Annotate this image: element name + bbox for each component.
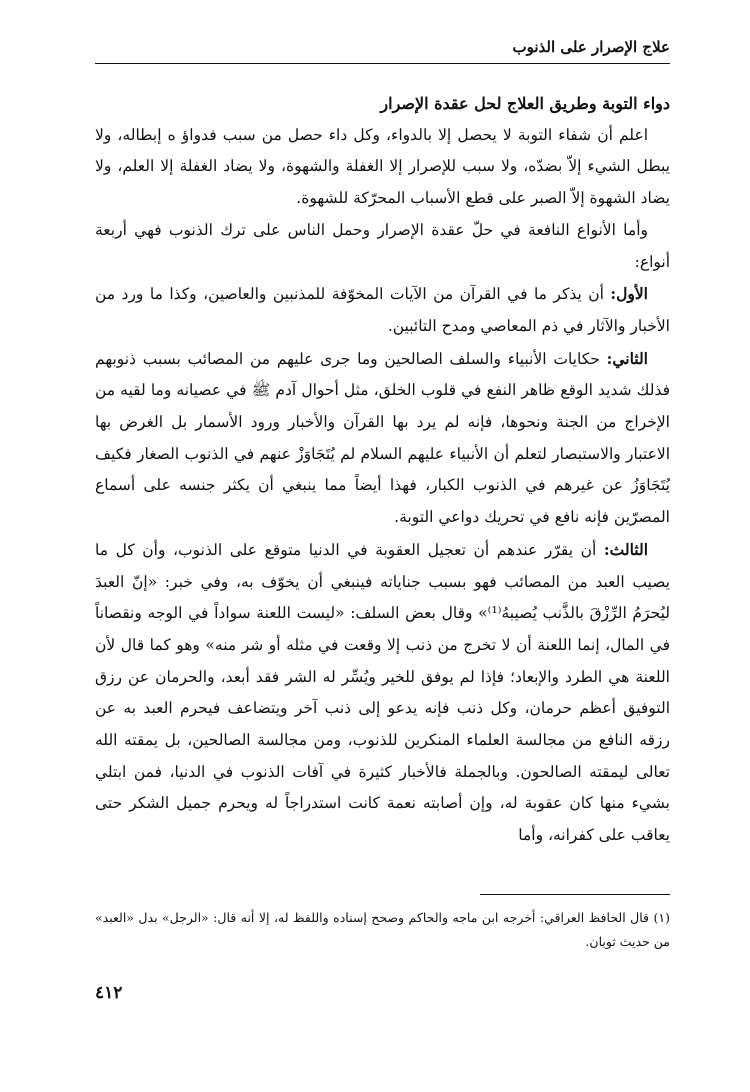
third-label: الثالث: xyxy=(603,539,648,559)
main-text xyxy=(95,88,670,852)
footnote-rule xyxy=(480,894,670,895)
header-rule xyxy=(95,63,670,64)
footnote: (١) قال الحافظ العراقي: أخرجه ابن ماجه والحاكم وصحح إسناده واللفظ له، إلا أنه قال: «الرجل» بدل «العبد» من حديث ثوبان. xyxy=(95,910,670,949)
paragraph-intro-1: اعلم أن شفاء التوبة لا يحصل إلا بالدواء، وكل داء حصل من سبب فدواؤ ه إبطاله، ولا يبطل الشيء إلاّ بضدّه، ولا سبب للإصرار إلا الغفلة والشهوة، ولا يضاد الغفلة إلا العلم، ولا يضاد الشهوة إلاّ الصبر على قطع الأسباب المحرّكة للشهوة. xyxy=(95,125,670,208)
first-text: أن يذكر ما في القرآن من الآيات المخوّفة للمذنبين والعاصين، وكذا ما ورد من الأخبار والآثار في ذم المعاصي ومدح التائبين. xyxy=(95,285,670,335)
paragraph-intro-2: وأما الأنواع النافعة في حلّ عقدة الإصرار وحمل الناس على ترك الذنوب فهي أربعة أنواع: xyxy=(95,220,670,271)
second-label: الثاني: xyxy=(606,348,648,368)
third-text: أن يقرّر عندهم أن تعجيل العقوبة في الدنيا متوقع على الذنوب، وأن كل ما يصيب العبد من المصائب فهو بسبب جناياته فينبغي أن يخوّف به، وفي خبر: «إنّ العبدَ ليُحرَمُ الرِّزْقَ بالذَّنب يُصيبهُ⁽¹⁾» وقال بعض السلف: «ليست اللعنة سواداً في الوجه ونقصاناً في المال، إنما اللعنة أن لا تخرج من ذنب إلا وقعت في مثله أو شر منه» وهو كما قال لأن اللعنة هي الطرد والإبعاد؛ فإذا لم يوفق للخير ويُسِّر له الشر فقد أبعد، والحرمان عن رزق التوفيق أعظم حرمان، وكل ذنب فإنه يدعو إلى ذنب آخر ويتضاعف فيحرم العبد به عن رزقه النافع من مجالسة العلماء المنكرين للذنوب، ومن مجالسة الصالحين، بل يمقته الله تعالى ليمقته الصالحون. وبالجملة فالأخبار كثيرة في آفات الذنوب في الدنيا، فمن ابتلي بشيء منها كان عقوبة له، وإن أصابته نعمة كانت استدراجاً له ويحرم جميل الشكر حتى يعاقب على كفرانه، وأما xyxy=(95,540,670,845)
paragraph-first xyxy=(95,278,670,342)
paragraph-third xyxy=(95,534,670,852)
running-header: علاج الإصرار على الذنوب xyxy=(512,38,670,56)
first-label: الأول: xyxy=(610,284,648,304)
paragraph-second xyxy=(95,343,670,534)
section-heading: دواء التوبة وطريق العلاج لحل عقدة الإصرار xyxy=(380,94,670,113)
page-number: ٤١٢ xyxy=(95,983,123,1003)
second-text: حكايات الأنبياء والسلف الصالحين وما جرى عليهم من المصائب بسبب ذنوبهم فذلك شديد الوقع ظاهر النفع في قلوب الخلق، مثل أحوال آدم ﷺ في عصيانه وما لقيه من الإخراج من الجنة ونحوها، فإنه لم يرد بها القرآن والأخبار ورود الأسمار بل الغرض بها الاعتبار والاستبصار لتعلم أن الأنبياء عليهم السلام لم يُتَجَاوَزْ عنهم في الذنوب الصغار فكيف يُتَجَاوَزُ عن غيرهم في الذنوب الكبار، فهذا أيضاً مما ينبغي أن يكثر جنسه على أسماع المصرّين فإنه نافع في تحريك دواعي التوبة. xyxy=(95,349,670,527)
